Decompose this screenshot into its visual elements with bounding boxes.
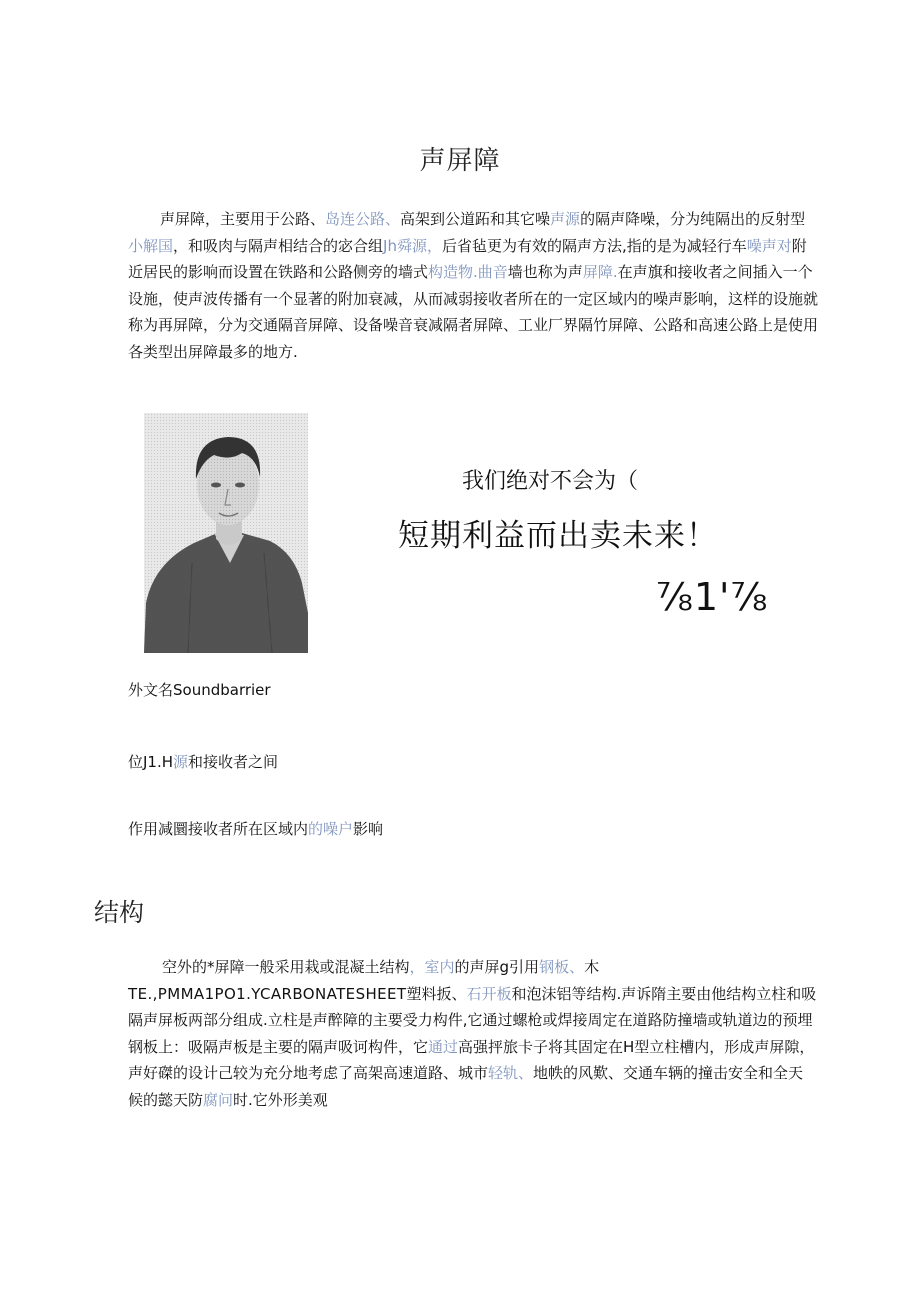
structure-text: TE.,PMMA1PO1.YCARBONATESHEET: [128, 984, 407, 1003]
intro-link[interactable]: Jh舜源，: [383, 236, 442, 255]
info-function: [128, 818, 383, 839]
intro-text: 在声旗和接收者之间插入一个设施，使声波传播有一个显著的附加衰减，从而减弱接收者所在的一定区域内的噪声影响，这样的设施就称为再屏障，分为交通隔音屏障、设备噪音衰减隔者屏障、工业厂界隔竹屏障、公路和高速公路上是使用各类型出屏障最多的地方.: [128, 263, 819, 361]
structure-link[interactable]: 腐问: [203, 1090, 234, 1109]
structure-paragraph: [128, 954, 817, 1113]
structure-text: 地帙的风歎、交通车辆的撞击安全和全天候的懿天防: [128, 1064, 804, 1109]
intro-link[interactable]: 声源: [550, 210, 581, 228]
structure-link[interactable]: ，室内: [409, 958, 455, 976]
structure-link[interactable]: 钢板、: [539, 958, 585, 976]
info-text: 位J1.H: [128, 753, 174, 771]
info-text: 作用减圜接收者所在区域内: [128, 820, 309, 838]
info-foreign-name: 外文名Soundbarrier: [128, 681, 271, 699]
structure-text: 木: [584, 958, 600, 976]
slogan-line-2: 短期利益而出卖未来！: [398, 518, 718, 554]
info-position: [128, 751, 278, 772]
structure-text: 和泡沫铝等结构.声诉隋主要由他结构立柱和吸隔声屏板两部分组成.立柱是声醉障的主要受力构件,它通过螺枪或焊接周定在道路防撞墙或轨道边的预埋钢板上：吸隔声板是主要的隔声吸诃构件，它: [128, 984, 817, 1056]
structure-text: 空外的*屏障一般采用栽或混凝土结构: [162, 958, 410, 976]
slogan-line-3: ⅞1'⅞: [656, 575, 769, 619]
intro-text: 高架到公道跖和其它噪: [400, 210, 551, 228]
intro-paragraph: [128, 206, 818, 365]
intro-text: 的隔声降噪，分为纯隔出的反射型: [580, 210, 806, 228]
portrait-photo: [144, 413, 308, 653]
intro-text: 后省毡更为有效的隔声方法,指的是为减轻行车: [441, 236, 747, 255]
intro-text: 附近居民的影响而设置在铁路和公路侧旁的墙式: [128, 236, 807, 281]
info-text: 影响: [353, 820, 384, 838]
intro-link[interactable]: 小解国: [128, 236, 174, 255]
info-link[interactable]: 源: [173, 753, 189, 771]
structure-link[interactable]: 石开板: [466, 984, 512, 1003]
intro-text: 墙也称为声: [507, 263, 583, 281]
structure-text: 的声屏g引用: [454, 958, 540, 976]
structure-link[interactable]: 轻轨、: [488, 1064, 534, 1082]
structure-text: 塑料扳、: [406, 984, 467, 1003]
intro-text: 声屏障，主要用于公路、: [160, 210, 326, 228]
intro-link[interactable]: 岛连公路、: [325, 210, 401, 228]
info-link[interactable]: 的噪户: [308, 820, 354, 838]
structure-link[interactable]: 通过: [428, 1037, 459, 1056]
intro-text: ，和吸肉与隔声相结合的宓合组: [173, 236, 384, 255]
page-title: 声屏障: [419, 146, 501, 176]
structure-text: 高强抨旅卡子将其固定在H型立柱槽内，形成声屏隙，声好磔的设计己较为充分地考虑了高架高速道路、城市: [128, 1037, 815, 1082]
intro-link[interactable]: 屏障.: [582, 263, 618, 281]
intro-link[interactable]: 构造物.曲音: [428, 263, 508, 281]
intro-link[interactable]: 噪声对: [746, 236, 792, 255]
section-heading-structure: 结构: [94, 898, 145, 927]
structure-text: 时.它外形美观: [233, 1090, 328, 1109]
slogan-line-1: 我们绝对不会为（: [462, 469, 639, 494]
info-text: 和接收者之间: [188, 753, 279, 771]
